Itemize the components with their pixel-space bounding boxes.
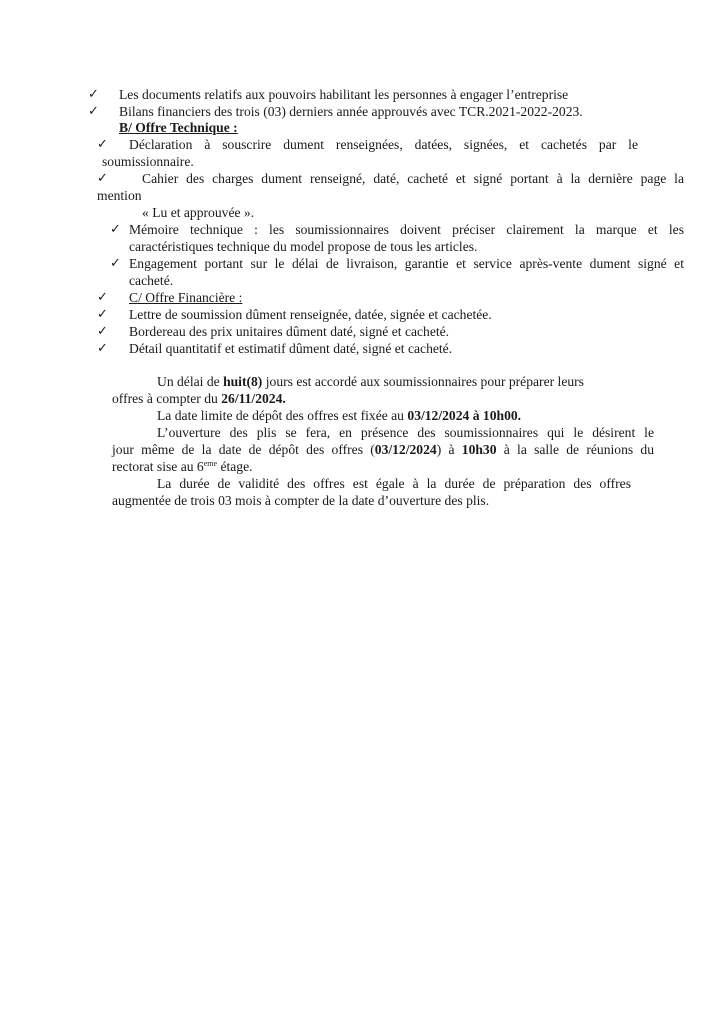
paragraph-validite-cont: augmentée de trois 03 mois à compter de la date d’ouverture des plis.: [112, 493, 490, 508]
paragraph-delai: Un délai de huit(8) jours est accordé aux soumissionnaires pour préparer leurs: [157, 374, 584, 389]
list-item: Engagement portant sur le délai de livraison, garantie et service après-vente dument signé et: [129, 256, 684, 271]
list-item: Les documents relatifs aux pouvoirs habilitant les personnes à engager l’entreprise: [119, 87, 569, 102]
list-item: Déclaration à souscrire dument renseignées, datées, signées, et cachetés par le: [129, 137, 638, 152]
check-icon: ✓: [97, 324, 108, 339]
list-item: Détail quantitatif et estimatif dûment daté, signé et cacheté.: [129, 341, 453, 356]
paragraph-delai-cont: offres à compter du 26/11/2024.: [112, 391, 286, 406]
list-item: Bordereau des prix unitaires dûment daté, signé et cacheté.: [129, 324, 450, 339]
paragraph-ouverture: L’ouverture des plis se fera, en présence des soumissionnaires qui le désirent le: [157, 425, 654, 440]
list-item: Cahier des charges dument renseigné, daté, cacheté et signé portant à la dernière page la: [142, 171, 684, 186]
list-item: Bilans financiers des trois (03) derniers année approuvés avec TCR.2021-2022-2023.: [119, 104, 583, 119]
paragraph-date-limite: La date limite de dépôt des offres est fixée au 03/12/2024 à 10h00.: [157, 408, 522, 423]
list-item-continuation: « Lu et approuvée ».: [142, 205, 255, 220]
section-title: B/ Offre Technique :: [119, 120, 238, 135]
check-icon: ✓: [88, 87, 99, 102]
check-icon: ✓: [88, 104, 99, 119]
check-icon: ✓: [97, 290, 108, 305]
list-item: Lettre de soumission dûment renseignée, datée, signée et cachetée.: [129, 307, 492, 322]
check-icon: ✓: [97, 341, 108, 356]
paragraph-ouverture-cont: rectorat sise au 6eme étage.: [112, 459, 253, 474]
check-icon: ✓: [97, 137, 108, 152]
check-icon: ✓: [110, 222, 121, 237]
list-item-continuation: mention: [97, 188, 142, 203]
list-item-continuation: soumissionnaire.: [102, 154, 194, 169]
list-item: Mémoire technique : les soumissionnaires doivent préciser clairement la marque et les: [129, 222, 684, 237]
check-icon: ✓: [97, 171, 108, 186]
list-item-continuation: caractéristiques technique du model propose de tous les articles.: [129, 239, 478, 254]
check-icon: ✓: [97, 307, 108, 322]
list-item-continuation: cacheté.: [129, 273, 174, 288]
paragraph-ouverture-cont: jour même de la date de dépôt des offres (03/12/2024) à 10h30 à la salle de réunions du: [112, 442, 654, 457]
paragraph-validite: La durée de validité des offres est égale à la durée de préparation des offres: [157, 476, 631, 491]
section-title: C/ Offre Financière :: [129, 290, 243, 305]
check-icon: ✓: [110, 256, 121, 271]
